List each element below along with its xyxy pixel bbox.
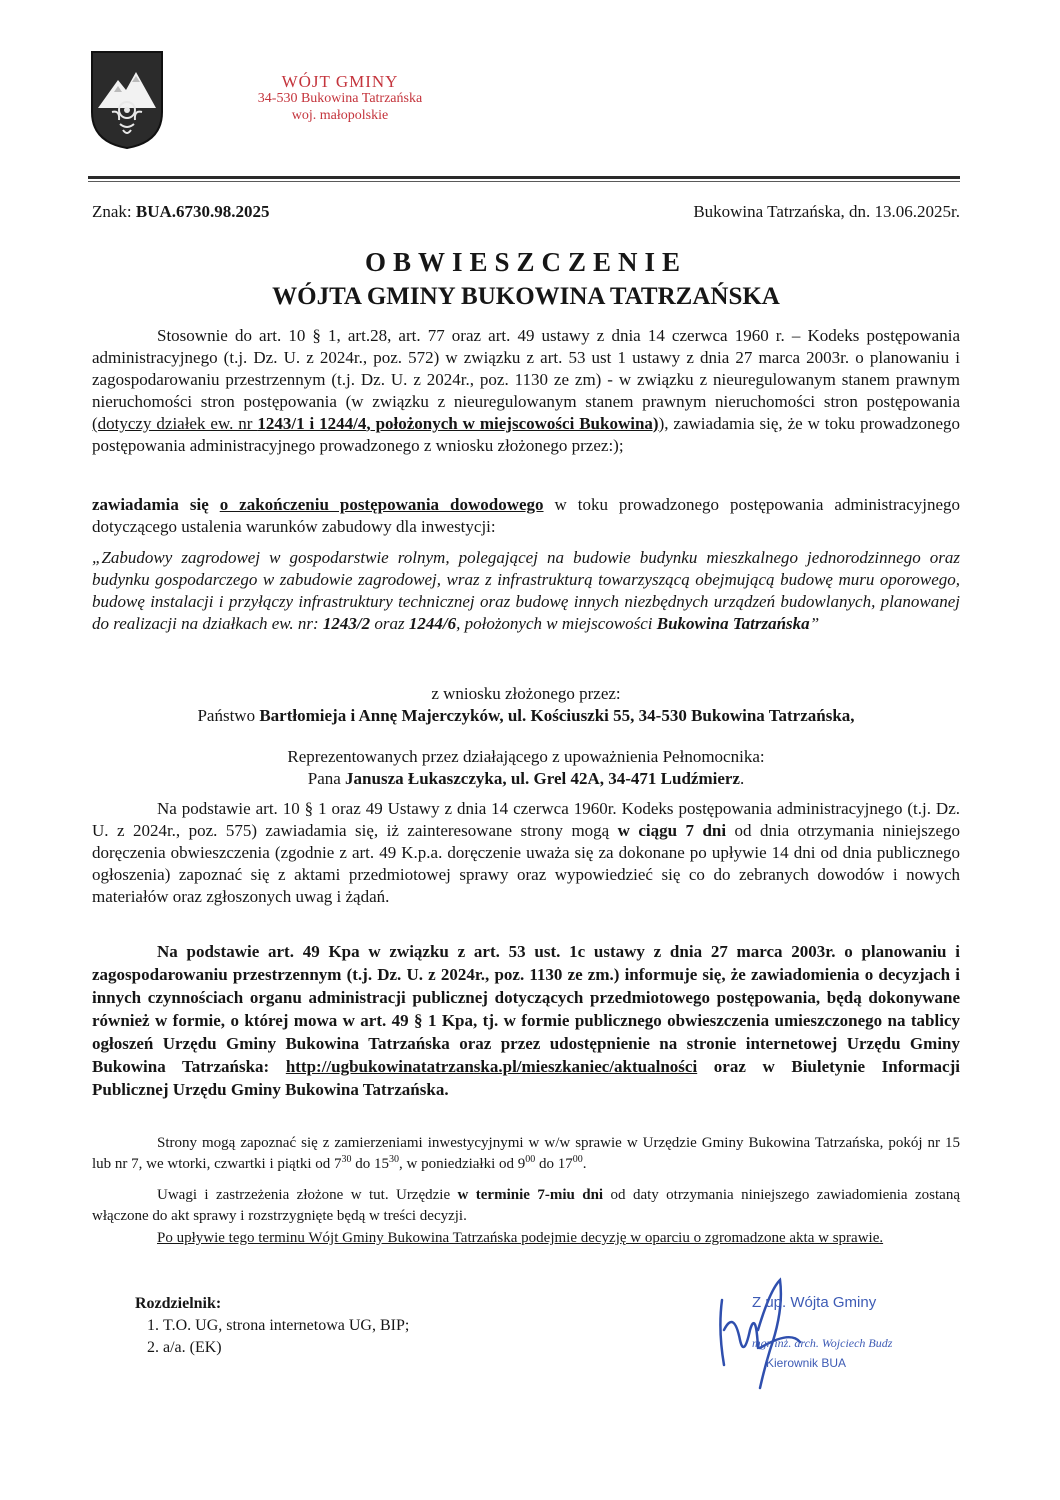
header-divider — [88, 176, 960, 179]
paragraph-legal-basis: Stosownie do art. 10 § 1, art.28, art. 77 oraz art. 49 ustawy z dnia 14 czerwca 1960 r. – Kodeks postępowania administracyjnego (t.j. Dz. U. z 2024r., poz. 572) w związku z art. 53 ust 1 ustawy z dnia 27 marca 2003r. o planowaniu i zagospodarowaniu przestrzennym (t.j. Dz. U. z 2024r., poz. 1130 ze zm) - w związku z nieuregulowanym stanem prawnym nieruchomości stron postępowania (w związku z nieuregulowanym stanem prawnym nieruchomości stron postępowania (dotyczy działek ew. nr 1243/1 i 1244/4, położonych w miejscowości Bukowina)), zawiadamia się, że w toku prowadzonego postępowania administracyjnego prowadzonego z wniosku złożonego przez:); — [92, 326, 961, 455]
reference: Znak: BUA.6730.98.2025 — [92, 202, 270, 221]
reference-number: BUA.6730.98.2025 — [135, 202, 270, 221]
signature-line-1: Z up. Wójta Gminy — [752, 1294, 877, 1311]
office-name: WÓJT GMINY — [281, 72, 399, 91]
paragraph-public-notice: Na podstawie art. 49 Kpa w związku z art. 53 ust. 1c ustawy z dnia 27 marca 2003r. o planowaniu i zagospodarowaniu przestrzennym (t.j. Dz. U. z 2024r., poz. 1130 ze zm.) informuje się, że zawiadomienia o decyzjach i innych czynnościach organu administracji publicznej dotyczących przedmiotowego postępowania, będą dokonywane również w formie, o której mowa w art. 49 § 1 Kpa, tj. w formie publicznego obwieszczenia umieszczonego na tablicy ogłoszeń Urzędu Gminy Bukowina Tatrzańska oraz przez udostępnienie na stronie internetowej Urzędu Gminy Bukowina Tatrzańska: http://ugbukowinatatrzanska.pl/mieszkaniec/aktualności oraz w Biuletynie Informacji Publicznej Urzędu Gminy Bukowina Tatrzańska. — [92, 942, 960, 1099]
paragraph-decision: Po upływie tego terminu Wójt Gminy Bukowina Tatrzańska podejmie decyzję w oparciu o zgromadzone akta w sprawie. — [157, 1230, 884, 1246]
signature-line-2: mgr inż. arch. Wojciech Budz — [752, 1336, 893, 1350]
coat-of-arms-icon — [90, 50, 164, 150]
header-divider-thin — [88, 181, 960, 182]
document-title: OBWIESZCZENIE — [364, 247, 688, 277]
paragraph-notice: zawiadamia się o zakończeniu postępowania dowodowego w toku prowadzonego postępowania administracyjnego dotyczącego ustalenia warunków zabudowy dla inwestycji: — [92, 495, 960, 536]
paragraph-remarks: Uwagi i zastrzeżenia złożone w tut. Urzędzie w terminie 7-miu dni od daty otrzymania niniejszego zawiadomienia zostaną włączone do akt sprawy i rozstrzygnięte będą w treści decyzji. — [92, 1187, 960, 1224]
list-item: 2. a/a. (EK) — [163, 1337, 409, 1359]
document-subtitle: WÓJTA GMINY BUKOWINA TATRZAŃSKA — [272, 283, 780, 310]
paragraph-deadline: Na podstawie art. 10 § 1 oraz 49 Ustawy z dnia 14 czerwca 1960r. Kodeks postępowania administracyjnego (t.j. Dz. U. z 2024r., poz. 575) zawiadamia się, iż zainteresowane strony mogą w ciągu 7 dni od dnia otrzymania niniejszego doręczenia obwieszczenia (zgodnie z art. 49 K.p.a. doręczenie uważa się za dokonane po upływie 14 dni od dnia publicznego ogłoszenia) zapoznać się z aktami przedmiotowej sprawy oraz wypowiedzieć się co do zebranych dowodów i nowych materiałów oraz zgłoszonych uwag i żądań. — [92, 799, 960, 906]
distribution-label: Rozdzielnik: — [135, 1295, 222, 1312]
place-date: Bukowina Tatrzańska, dn. 13.06.2025r. — [693, 202, 960, 221]
paragraph-applicant: z wniosku złożonego przez: Państwo Bartłomieja i Annę Majerczyków, ul. Kościuszki 55, 34-530 Bukowina Tatrzańska, — [197, 684, 855, 725]
signature-stamp — [700, 1270, 940, 1410]
paragraph-investment: „Zabudowy zagrodowej w gospodarstwie rolnym, polegającej na budowie budynku mieszkalnego jednorodzinnego oraz budynku gospodarczego w zabudowie zagrodowej, wraz z infrastrukturą towarzyszącą obejmującą budowę muru oporowego, budowę instalacji i przyłączy infrastruktury technicznej oraz budowę innych niezbędnych urządzeń budowlanych, planowanej do realizacji na działkach ew. nr: 1243/2 oraz 1244/6, położonych w miejscowości Bukowina Tatrzańska” — [92, 548, 960, 633]
paragraph-office-hours: Strony mogą zapoznać się z zamierzeniami inwestycyjnymi w w/w sprawie w Urzędzie Gminy Bukowina Tatrzańska, pokój nr 15 lub nr 7, we wtorki, czwartki i piątki od $7^{30}$ do $15^{30}$, w poniedziałki od $9^{00}$ do $17^{00}$. — [92, 1135, 960, 1172]
list-item: 1. T.O. UG, strona internetowa UG, BIP; — [163, 1315, 409, 1337]
website-link[interactable]: http://ugbukowinatatrzanska.pl/mieszkaniec/aktualności — [285, 1057, 698, 1076]
office-region: woj. małopolskie — [291, 108, 389, 123]
paragraph-representative: Reprezentowanych przez działającego z upoważnienia Pełnomocnika: Pana Janusza Łukaszczyka, ul. Grel 42A, 34-471 Ludźmierz. — [287, 747, 765, 788]
office-address: 34-530 Bukowina Tatrzańska — [257, 91, 423, 106]
distribution-list — [135, 1293, 409, 1359]
signature-line-3: Kierownik BUA — [766, 1356, 847, 1370]
letterhead-stamp — [230, 73, 450, 124]
